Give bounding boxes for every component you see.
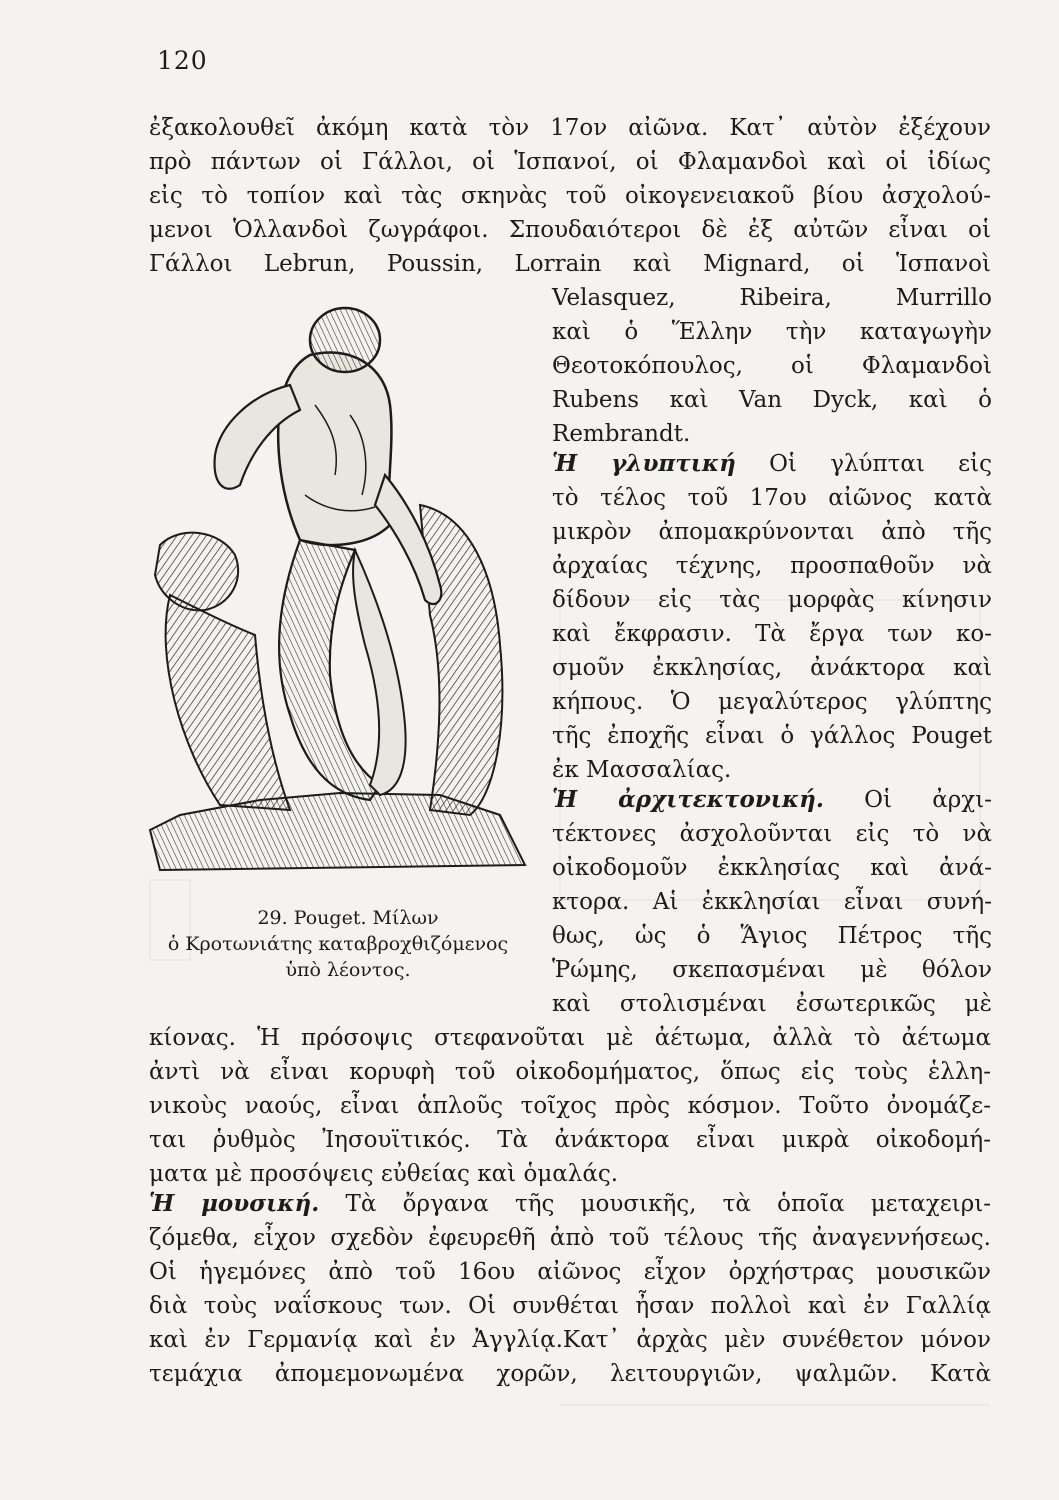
- sculpture-illustration: [140, 295, 535, 880]
- text-line: ματα μὲ προσόψεις εὐθείας καὶ ὁμαλάς.: [149, 1161, 619, 1187]
- side-text-line: καὶ στολισμέναι ἐσωτερικῶς μὲ: [552, 991, 992, 1017]
- side-text-line: καὶ ἔκφρασιν. Τὰ ἔργα των κο-: [552, 621, 992, 647]
- side-text-line: κτορα. Αἱ ἐκκλησίαι εἶναι συνή-: [552, 889, 992, 915]
- side-text-line: τέκτονες ἀσχολοῦνται εἰς τὸ νὰ: [552, 821, 992, 847]
- text-line: πρὸ πάντων οἱ Γάλλοι, οἱ Ἱσπανοί, οἱ Φλαμανδοὶ καὶ οἱ ἰδίως: [149, 149, 991, 175]
- side-text-line: Ῥώμης, σκεπασμέναι μὲ θόλον: [552, 957, 992, 983]
- text-line: ἀντὶ νὰ εἶναι κορυφὴ τοῦ οἰκοδομήματος, ὅπως εἰς τοὺς ἑλλη-: [149, 1059, 991, 1085]
- side-text-line: ἐκ Μασσαλίας.: [552, 757, 732, 783]
- section-heading-music: Ἡ μουσική.: [149, 1190, 320, 1217]
- side-text-line: Θεοτοκόπουλος, οἱ Φλαμανδοὶ: [552, 353, 992, 379]
- text-line: διὰ τοὺς ναΐσκους των. Οἱ συνθέται ἦσαν πολλοὶ καὶ ἐν Γαλλίᾳ: [149, 1293, 991, 1319]
- side-text-line: κήπους. Ὁ μεγαλύτερος γλύπτης: [552, 689, 992, 715]
- side-text-line: οἰκοδομοῦν ἐκκλησίας καὶ ἀνά-: [552, 855, 992, 881]
- sculpture-engraving: [140, 295, 535, 880]
- sculpture-first-line: [552, 448, 992, 480]
- figure-caption-line-2: ὁ Κροτωνιάτης καταβροχθιζόμενος: [167, 933, 509, 955]
- architecture-first-line: [552, 784, 992, 816]
- side-text-line: δίδουν εἰς τὰς μορφὰς κίνησιν: [552, 587, 992, 613]
- side-text-line: καὶ ὁ Ἕλλην τὴν καταγωγὴν: [552, 319, 992, 345]
- text-line: νικοὺς ναούς, εἶναι ἁπλοῦς τοῖχος πρὸς κόσμον. Τοῦτο ὀνομάζε-: [149, 1093, 991, 1119]
- side-text-line: Rubens καὶ Van Dyck, καὶ ὁ: [552, 387, 992, 413]
- text-line: ται ῥυθμὸς Ἰησουϊτικός. Τὰ ἀνάκτορα εἶναι μικρὰ οἰκοδομή-: [149, 1127, 991, 1153]
- text-line: Γάλλοι Lebrun, Poussin, Lorrain καὶ Mignard, οἱ Ἱσπανοὶ: [149, 251, 991, 277]
- figure-caption-line-3: ὑπὸ λέοντος.: [285, 959, 411, 981]
- text-line: μενοι Ὁλλανδοὶ ζωγράφοι. Σπουδαιότεροι δὲ ἐξ αὐτῶν εἶναι οἱ: [149, 217, 991, 243]
- side-text-line: μικρὸν ἀπομακρύνονται ἀπὸ τῆς: [552, 519, 992, 545]
- section-heading-sculpture: Ἡ γλυπτική: [552, 450, 736, 477]
- side-text-line: θως, ὡς ὁ Ἅγιος Πέτρος τῆς: [552, 923, 992, 949]
- architecture-first-line-rest: Οἱ ἀρχι-: [864, 787, 992, 813]
- side-text-line: Rembrandt.: [552, 421, 691, 447]
- side-text-line: τῆς ἐποχῆς εἶναι ὁ γάλλος Pouget: [552, 723, 992, 749]
- text-line: κίονας. Ἡ πρόσοψις στεφανοῦται μὲ ἀέτωμα, ἀλλὰ τὸ ἀέτωμα: [149, 1025, 991, 1051]
- text-line: Οἱ ἡγεμόνες ἀπὸ τοῦ 16ου αἰῶνος εἶχον ὀρχήστρας μουσικῶν: [149, 1259, 991, 1285]
- text-line: καὶ ἐν Γερμανίᾳ καὶ ἐν Ἀγγλίᾳ.Κατ᾽ ἀρχὰς μὲν συνέθετον μόνον: [149, 1327, 991, 1353]
- side-text-line: σμοῦν ἐκκλησίας, ἀνάκτορα καὶ: [552, 655, 992, 681]
- figure-caption-line-1: 29. Pouget. Μίλων: [257, 907, 439, 929]
- text-line: τεμάχια ἀπομεμονωμένα χορῶν, λειτουργιῶν, ψαλμῶν. Κατὰ: [149, 1361, 991, 1387]
- page-number: 120: [157, 46, 208, 75]
- text-line: εἰς τὸ τοπίον καὶ τὰς σκηνὰς τοῦ οἰκογενειακοῦ βίου ἀσχολού-: [149, 183, 991, 209]
- sculpture-first-line-rest: Οἱ γλύπται εἰς: [769, 451, 992, 477]
- side-text-line: τὸ τέλος τοῦ 17ου αἰῶνος κατὰ: [552, 485, 992, 511]
- text-line: ζόμεθα, εἶχον σχεδὸν ἐφευρεθῆ ἀπὸ τοῦ τέλους τῆς ἀναγεννήσεως.: [149, 1225, 991, 1251]
- text-line: ἐξακολουθεῖ ἀκόμη κατὰ τὸν 17ον αἰῶνα. Κατ᾽ αὐτὸν ἐξέχουν: [149, 115, 991, 141]
- section-heading-architecture: Ἡ ἀρχιτεκτονική.: [552, 786, 824, 813]
- side-text-line: ἀρχαίας τέχνης, προσπαθοῦν νὰ: [552, 553, 992, 579]
- side-text-line: Velasquez, Ribeira, Murrillo: [552, 285, 992, 311]
- music-first-line-rest: Τὰ ὄργανα τῆς μουσικῆς, τὰ ὁποῖα μεταχειρι-: [345, 1191, 992, 1217]
- music-first-line: [149, 1188, 991, 1220]
